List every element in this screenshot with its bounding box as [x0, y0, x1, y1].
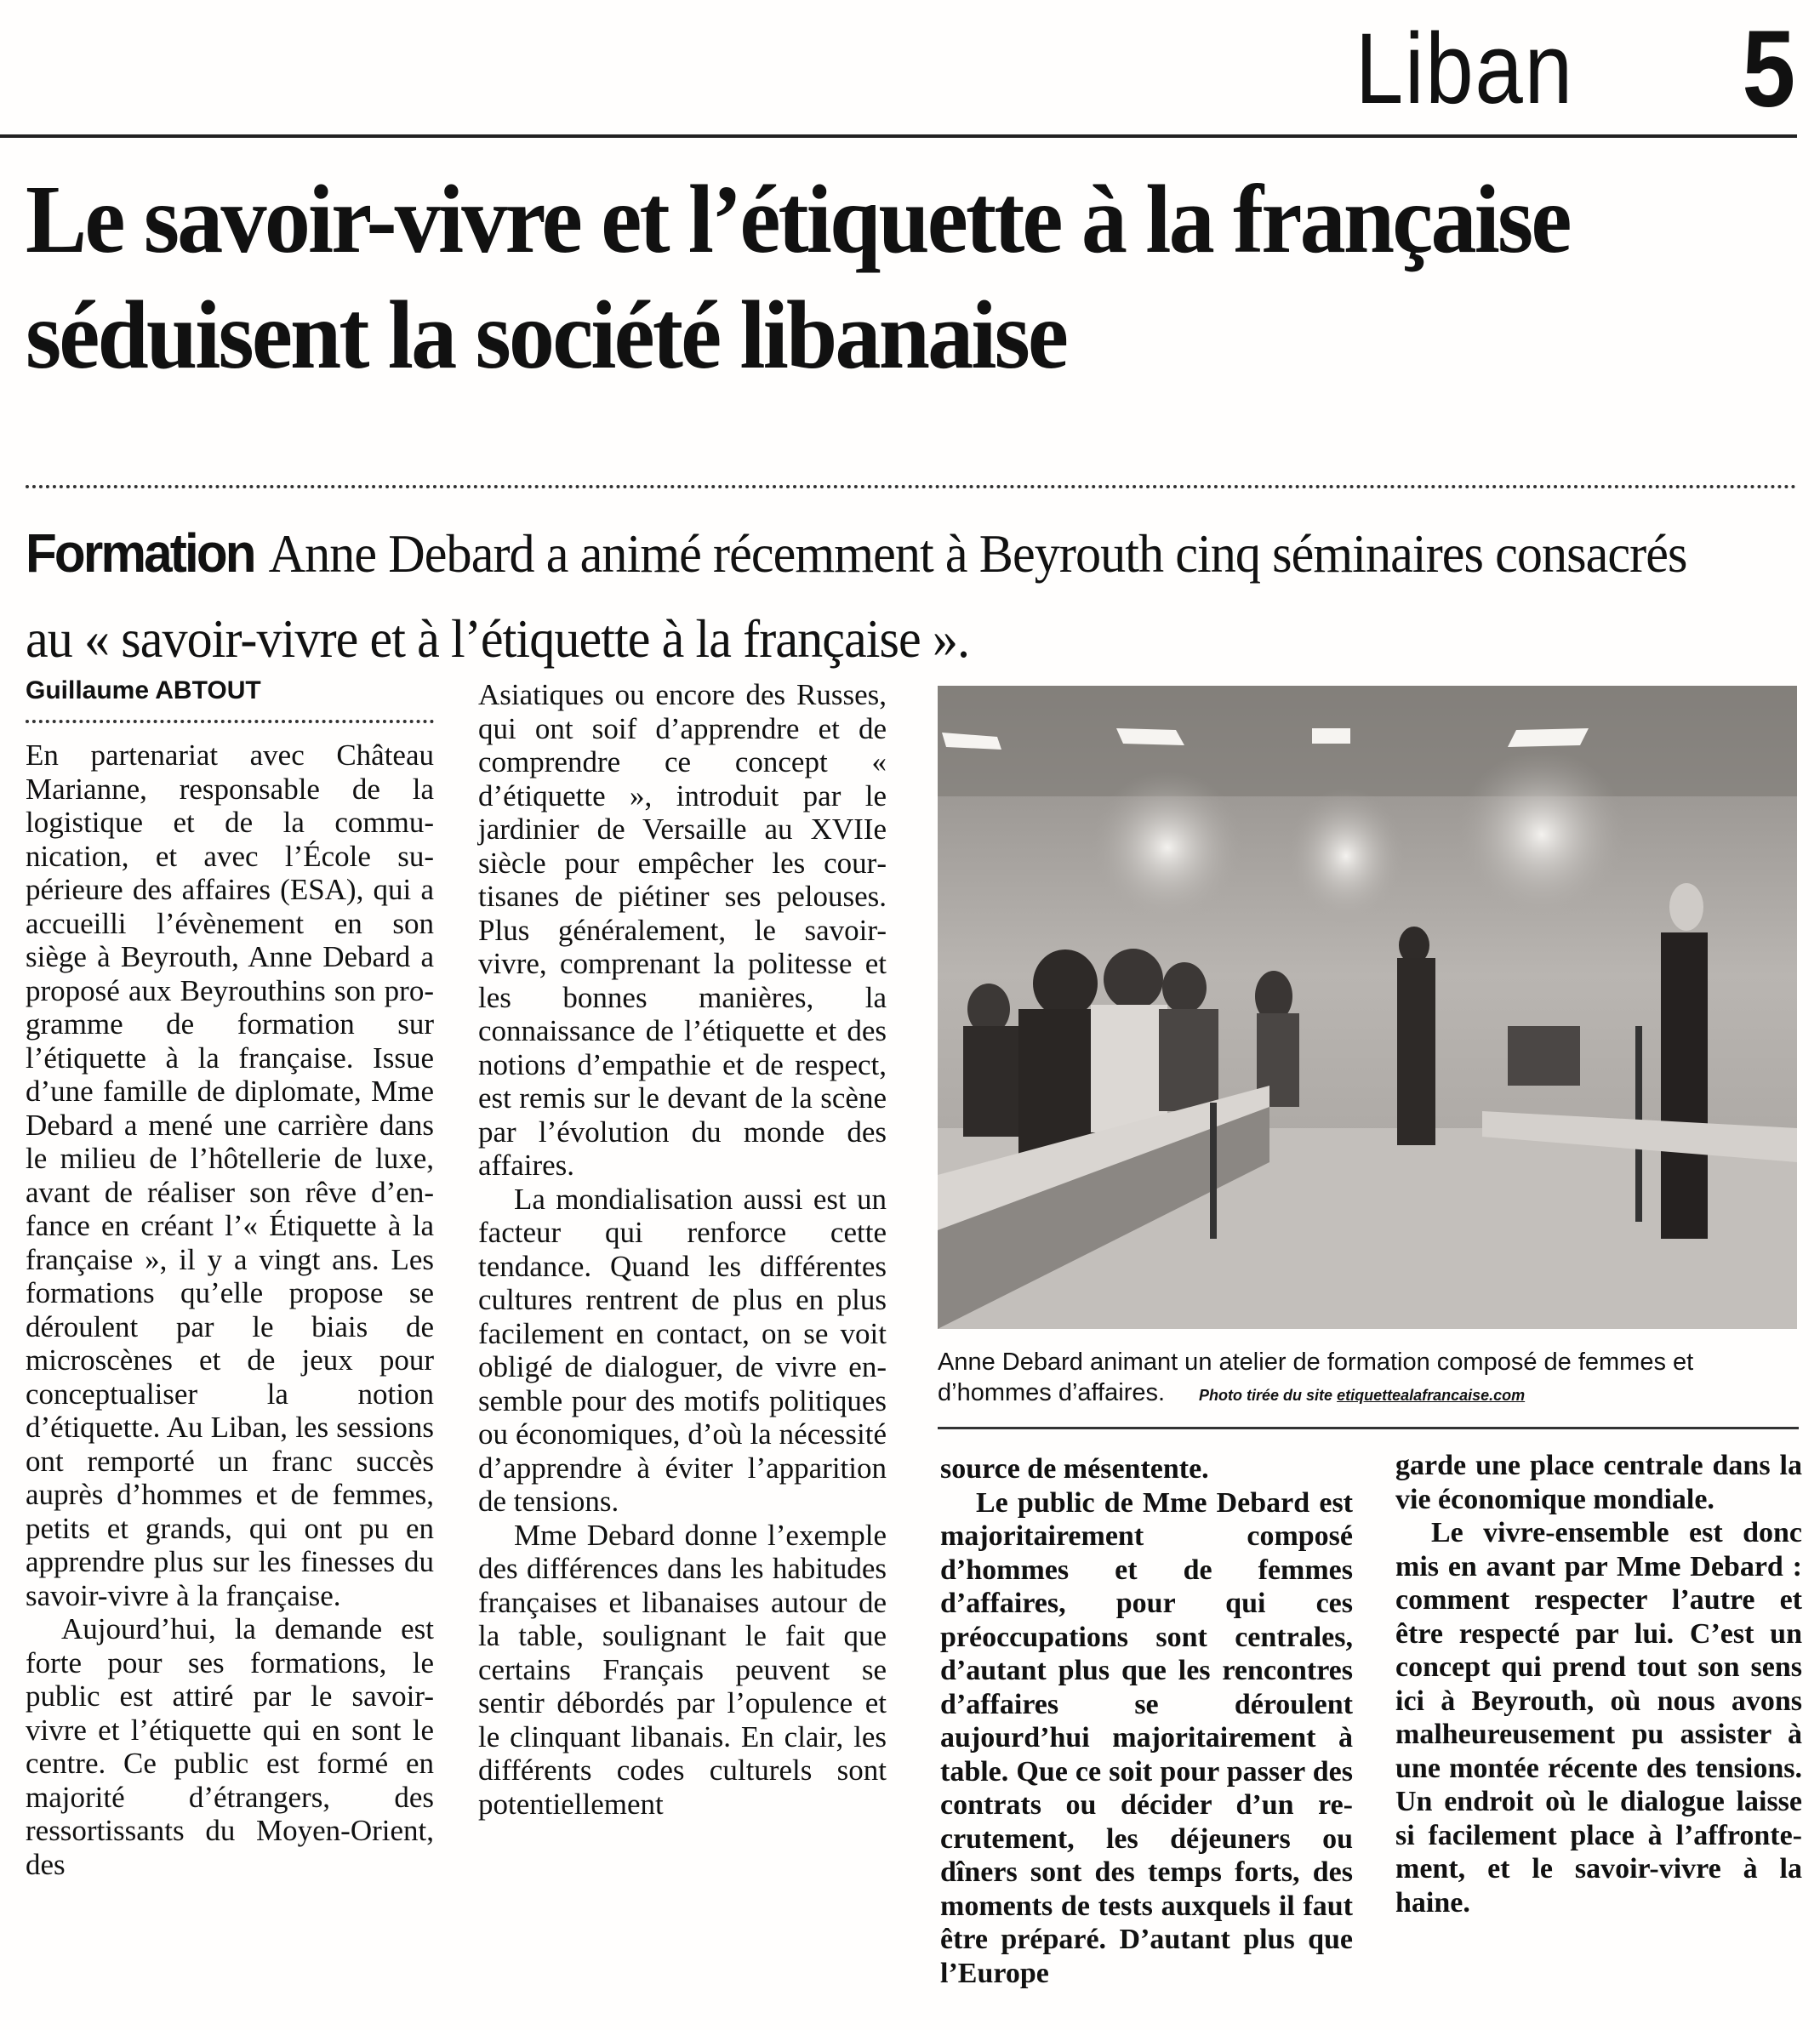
paragraph: garde une place centrale dans la vie économique mondiale.: [1395, 1450, 1802, 1515]
article-column-1: [26, 738, 434, 1881]
paragraph: La mondialisation aussi est un facteur qui renforce cette tendance. Quand les différentes cultures rentrent de plus en plus facilement en contact, on se voit obligé de dialoguer, de vivre ensemble pour des motifs politiques ou économiques, d’où la nécessité d’apprendre à éviter l’apparition de tensions.: [478, 1182, 887, 1518]
paragraph: Aujourd’hui, la demande est forte pour ses formations, le public est attiré par le savoir-vivre et l’étiquette qui en sont le centre. Ce public est formé en majorité d’étrangers, des ressortissants du Moyen-Orient, des: [26, 1612, 434, 1881]
lede-kicker: Formation: [26, 522, 254, 584]
byline-divider: [26, 720, 434, 723]
article-column-4: [1395, 1449, 1802, 1919]
lede-text: Anne Debard a animé récemment à Beyrouth cinq séminaires consacrés au « savoir-vivre et à l’étiquette à la française ».: [26, 523, 1687, 669]
caption-text: Anne Debard animant un atelier de formation composé de femmes et d’hommes d’affaires.: [938, 1349, 1694, 1406]
photo-caption: [938, 1347, 1797, 1411]
photo-credit: [1199, 1387, 1525, 1404]
section-name: Liban: [1355, 13, 1574, 125]
credit-prefix: Photo tirée du site: [1199, 1387, 1333, 1404]
paragraph: Le vivre-ensemble est donc mis en avant par Mme Debard : comment respecter l’autre et être respecté par lui. C’est un concept qui prend tout son sens ici à Beyrouth, où nous avons malheureusement pu assister à une montée récente des tensions. Un endroit où le dialogue laisse si facilement place à l’affrontement, et le savoir-vivre à la haine.: [1395, 1517, 1802, 1919]
dotted-divider: [26, 485, 1797, 488]
seminar-photo-illustration: [938, 686, 1797, 1329]
headline: Le savoir-vivre et l’étiquette à la française séduisent la société libanaise: [26, 165, 1570, 389]
article-column-2: [478, 678, 887, 1821]
credit-link[interactable]: etiquettealafrancaise.com: [1337, 1387, 1526, 1404]
paragraph: Le public de Mme Debard est majoritairement composé d’hommes et de femmes d’affaires, pour qui ces préoccupations sont centrales, d’autant plus que les rencontres d’affaires se déroulent aujourd’hui majoritairement à table. Que ce soit pour passer des contrats ou décider d’un recrutement, les déjeuners ou dîners sont des temps forts, des moments de tests auxquels il faut être préparé. D’autant plus que l’Europe: [940, 1486, 1353, 1989]
article-photo: [938, 686, 1797, 1329]
page-number: 5: [1742, 9, 1795, 130]
section-header: [0, 0, 1795, 136]
caption-divider: [938, 1427, 1799, 1429]
paragraph: Asiatiques ou encore des Russes, qui ont soif d’apprendre et de comprendre ce concept « d’étiquette », introduit par le jardinier de Versaille au XVIIe siècle pour empêcher les courtisanes de piétiner ses pelouses. Plus généralement, le savoir-vivre, comprenant la politesse et les bonnes manières, la connaissance de l’étiquette et des notions d’empathie et de respect, est remis sur le devant de la scène par l’évolution du monde des affaires.: [478, 678, 887, 1182]
article-column-3: [940, 1452, 1353, 1990]
header-rule: [0, 134, 1797, 138]
paragraph: En partenariat avec Château Marianne, responsable de la logistique et de la communication, et avec l’École supérieure des affaires (ESA), qui a accueilli l’évènement en son siège à Beyrouth, Anne Debard a proposé aux Beyrouthins son programme de formation sur l’étiquette à la française. Issue d’une famille de diplomate, Mme Debard a mené une carrière dans le milieu de l’hôtellerie de luxe, avant de réaliser son rêve d’enfance en créant l’« Étiquette à la française », il y a vingt ans. Les formations qu’elle propose se déroulent par le biais de microscènes et de jeux pour conceptualiser la notion d’étiquette. Au Liban, les sessions ont remporté un franc succès auprès d’hommes et de femmes, petits et grands, qui ont pu en apprendre plus sur les finesses du savoir-vivre à la française.: [26, 738, 434, 1612]
byline: Guillaume ABTOUT: [26, 676, 261, 704]
paragraph: Mme Debard donne l’exemple des différences dans les habitudes françaises et libanaises autour de la table, soulignant le fait que certains Français peuvent se sentir débordés par l’opulence et le clinquant libanais. En clair, les différents codes culturels sont potentiellement: [478, 1518, 887, 1821]
lede: [26, 510, 1705, 681]
paragraph: source de mésentente.: [940, 1453, 1209, 1485]
